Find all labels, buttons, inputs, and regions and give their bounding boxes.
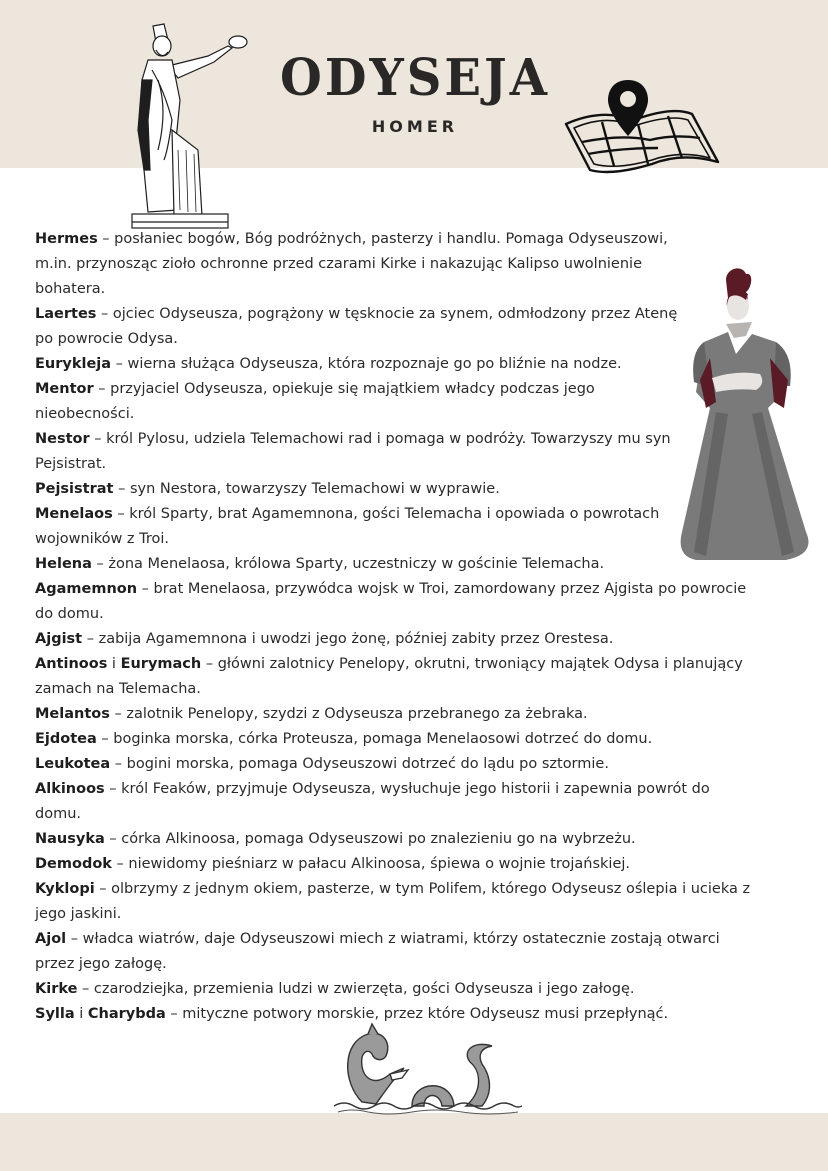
character-name-secondary: Eurymach [120, 656, 202, 672]
character-description: wierna służąca Odyseusza, która rozpoznaje go po bliźnie na nodze. [127, 356, 622, 372]
character-name: Helena [35, 556, 92, 572]
character-entry: Kyklopi – olbrzymy z jednym okiem, pasterze, w tym Polifem, którego Odyseusz oślepia i ucieka z jego jaskini. [35, 881, 751, 922]
character-description: czarodziejka, przemienia ludzi w zwierzęta, gości Odyseusza i jego załogę. [93, 981, 635, 997]
character-description: brat Menelaosa, przywódca wojsk w Troi, zamordowany przez Ajgista po powrocie do domu. [35, 581, 747, 622]
character-entry: Menelaos – król Sparty, brat Agamemnona, gości Telemacha i opowiada o powrotach wojowników z Troi. [35, 506, 660, 547]
character-entry: Nestor – król Pylosu, udziela Telemachowi rad i pomaga w podróży. Towarzyszy mu syn Pejsistrat. [35, 431, 671, 472]
character-name: Mentor [35, 381, 94, 397]
character-description: ojciec Odyseusza, pogrążony w tęsknocie za synem, odmłodzony przez Atenę po powrocie Odysa. [35, 306, 678, 347]
character-name: Kirke [35, 981, 78, 997]
character-description: żona Menelaosa, królowa Sparty, uczestniczy w gościnie Telemacha. [108, 556, 605, 572]
character-name: Leukotea [35, 756, 111, 772]
character-entry: Sylla i Charybda – mityczne potwory morskie, przez które Odyseusz musi przepłynąć. [35, 1006, 669, 1022]
character-name: Kyklopi [35, 881, 95, 897]
character-entry: Ajgist – zabija Agamemnona i uwodzi jego żonę, później zabity przez Orestesa. [35, 631, 614, 647]
character-entry: Melantos – zalotnik Penelopy, szydzi z Odyseusza przebranego za żebraka. [35, 706, 588, 722]
character-description: zalotnik Penelopy, szydzi z Odyseusza przebranego za żebraka. [126, 706, 588, 722]
character-entry: Mentor – przyjaciel Odyseusza, opiekuje się majątkiem władcy podczas jego nieobecności. [35, 381, 595, 422]
character-description: niewidomy pieśniarz w pałacu Alkinoosa, śpiewa o wojnie trojańskiej. [128, 856, 631, 872]
character-description: boginka morska, córka Proteusza, pomaga Menelaosowi dotrzeć do domu. [113, 731, 653, 747]
character-entry: Eurykleja – wierna służąca Odyseusza, która rozpoznaje go po bliźnie na nodze. [35, 356, 622, 372]
character-name-secondary: Charybda [87, 1006, 166, 1022]
statue-icon [128, 20, 258, 232]
character-entry: Antinoos i Eurymach – główni zalotnicy Penelopy, okrutni, trwoniący majątek Odysa i planujący zamach na Telemacha. [35, 656, 743, 697]
character-description: mityczne potwory morskie, przez które Odyseusz musi przepłynąć. [182, 1006, 669, 1022]
character-entry: Leukotea – bogini morska, pomaga Odyseuszowi dotrzeć do lądu po sztormie. [35, 756, 609, 772]
character-name: Nestor [35, 431, 90, 447]
character-entry: Hermes – posłaniec bogów, Bóg podróżnych, pasterzy i handlu. Pomaga Odyseuszowi, m.in. przynosząc zioło ochronne przed czarami Kirke i nakazując Kalipso uwolnienie bohatera. [35, 231, 668, 297]
character-name: Nausyka [35, 831, 105, 847]
character-description: bogini morska, pomaga Odyseuszowi dotrzeć do lądu po sztormie. [126, 756, 609, 772]
character-name: Ajol [35, 931, 67, 947]
character-list [35, 227, 755, 1027]
character-name: Agamemnon [35, 581, 138, 597]
map-pin-icon [562, 78, 722, 176]
character-name: Antinoos [35, 656, 108, 672]
character-description: córka Alkinoosa, pomaga Odyseuszowi po znalezieniu go na wybrzeżu. [121, 831, 636, 847]
character-entry: Nausyka – córka Alkinoosa, pomaga Odyseuszowi po znalezieniu go na wybrzeżu. [35, 831, 636, 847]
character-entry: Kirke – czarodziejka, przemienia ludzi w zwierzęta, gości Odyseusza i jego załogę. [35, 981, 635, 997]
character-description: przyjaciel Odyseusza, opiekuje się majątkiem władcy podczas jego nieobecności. [35, 381, 595, 422]
character-entry: Agamemnon – brat Menelaosa, przywódca wojsk w Troi, zamordowany przez Ajgista po powrocie do domu. [35, 581, 747, 622]
character-entry: Pejsistrat – syn Nestora, towarzyszy Telemachowi w wyprawie. [35, 481, 500, 497]
character-description: zabija Agamemnona i uwodzi jego żonę, później zabity przez Orestesa. [98, 631, 614, 647]
character-name: Sylla [35, 1006, 75, 1022]
sea-serpent-icon [332, 1022, 524, 1116]
character-entry: Laertes – ojciec Odyseusza, pogrążony w tęsknocie za synem, odmłodzony przez Atenę po powrocie Odysa. [35, 306, 678, 347]
character-name: Laertes [35, 306, 97, 322]
character-name: Ejdotea [35, 731, 97, 747]
character-name: Melantos [35, 706, 110, 722]
author-subtitle: HOMER [371, 117, 459, 136]
character-description: król Sparty, brat Agamemnona, gości Telemacha i opowiada o powrotach wojowników z Troi. [35, 506, 660, 547]
character-entry: Alkinoos – król Feaków, przyjmuje Odyseusza, wysłuchuje jego historii i zapewnia powrót do domu. [35, 781, 710, 822]
character-description: posłaniec bogów, Bóg podróżnych, pasterzy i handlu. Pomaga Odyseuszowi, m.in. przynosząc zioło ochronne przed czarami Kirke i nakazując Kalipso uwolnienie bohatera. [35, 231, 668, 297]
character-name: Eurykleja [35, 356, 112, 372]
character-description: główni zalotnicy Penelopy, okrutni, trwoniący majątek Odysa i planujący zamach na Telemacha. [35, 656, 743, 697]
character-name: Alkinoos [35, 781, 105, 797]
character-description: władca wiatrów, daje Odyseuszowi miech z wiatrami, którzy ostatecznie zostają otwarci przez jego załogę. [35, 931, 720, 972]
character-name: Ajgist [35, 631, 83, 647]
character-description: król Feaków, przyjmuje Odyseusza, wysłuchuje jego historii i zapewnia powrót do domu. [35, 781, 710, 822]
character-entry: Ajol – władca wiatrów, daje Odyseuszowi miech z wiatrami, którzy ostatecznie zostają otwarci przez jego załogę. [35, 931, 720, 972]
character-entry: Demodok – niewidomy pieśniarz w pałacu Alkinoosa, śpiewa o wojnie trojańskiej. [35, 856, 631, 872]
footer-band [0, 1113, 828, 1171]
character-description: syn Nestora, towarzyszy Telemachowi w wyprawie. [129, 481, 500, 497]
character-entry: Helena – żona Menelaosa, królowa Sparty, uczestniczy w gościnie Telemacha. [35, 556, 605, 572]
character-name: Pejsistrat [35, 481, 114, 497]
character-description: król Pylosu, udziela Telemachowi rad i pomaga w podróży. Towarzyszy mu syn Pejsistrat. [35, 431, 671, 472]
character-entry: Ejdotea – boginka morska, córka Proteusza, pomaga Menelaosowi dotrzeć do domu. [35, 731, 653, 747]
character-description: olbrzymy z jednym okiem, pasterze, w tym Polifem, którego Odyseusz oślepia i ucieka z jego jaskini. [35, 881, 751, 922]
character-name: Menelaos [35, 506, 113, 522]
character-name: Demodok [35, 856, 112, 872]
page-title: ODYSEJA [280, 48, 550, 108]
character-name: Hermes [35, 231, 98, 247]
